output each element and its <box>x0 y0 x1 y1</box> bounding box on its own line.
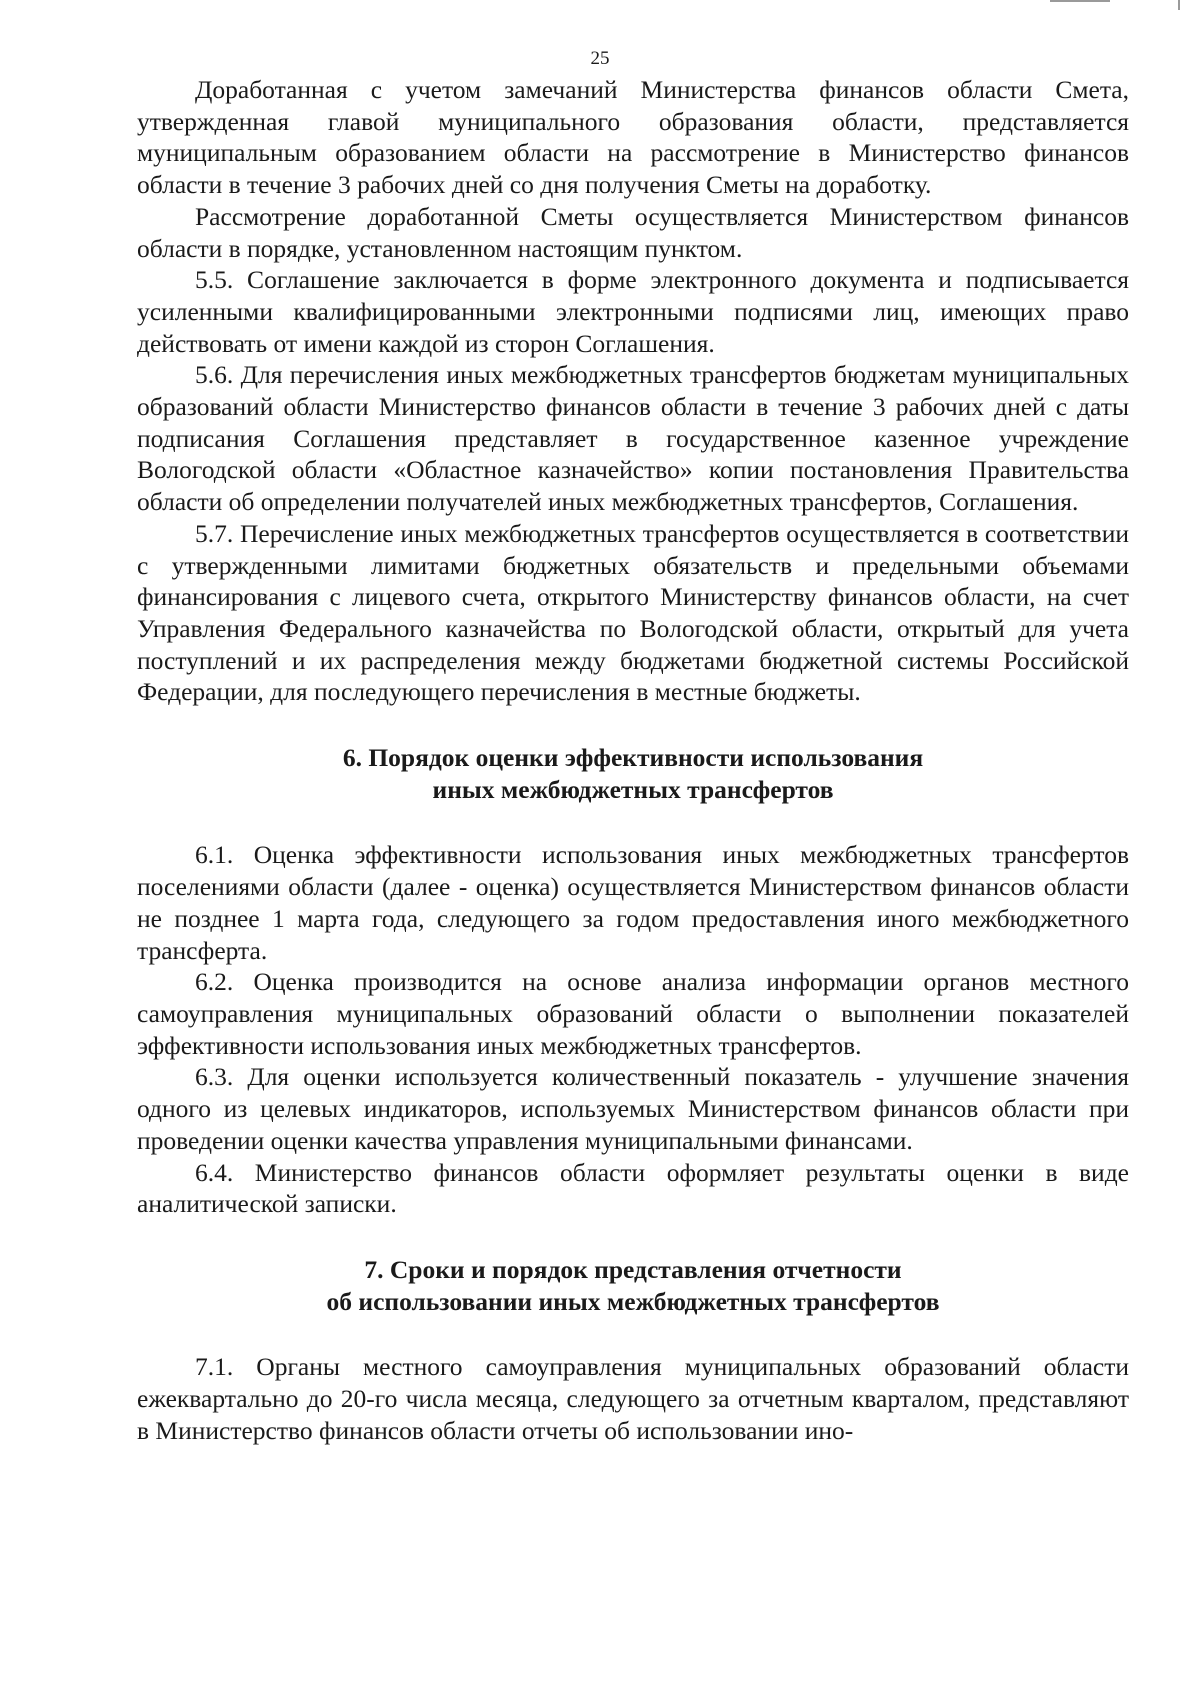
document-body <box>137 74 1129 1446</box>
section-7-heading-line-1: 7. Сроки и порядок представления отчетности <box>364 1254 902 1284</box>
paragraph-5-5: 5.5. Соглашение заключается в форме электронного документа и подписывается усиленными квалифицированными электронными подписями лиц, имеющих право действовать от имени каждой из сторон Соглашения. <box>137 265 1129 358</box>
section-6-heading <box>137 742 1129 805</box>
section-7-heading <box>137 1254 1129 1317</box>
paragraph-revised-estimate: Доработанная с учетом замечаний Министерства финансов области Смета, утвержденная главой муниципального образования области, представляется муниципальным образованием области на рассмотрение в Министерство финансов области в течение 3 рабочих дней со дня получения Сметы на доработку. <box>137 75 1129 200</box>
paragraph-6-3: 6.3. Для оценки используется количественный показатель - улучшение значения одного из целевых индикаторов, используемых Министерством финансов области при проведении оценки качества управления муниципальными финансами. <box>137 1062 1129 1155</box>
section-6-heading-line-2: иных межбюджетных трансфертов <box>432 774 834 804</box>
paragraph-6-4: 6.4. Министерство финансов области оформляет результаты оценки в виде аналитической записки. <box>137 1157 1129 1219</box>
section-6-heading-line-1: 6. Порядок оценки эффективности использования <box>342 743 924 773</box>
paragraph-5-6: 5.6. Для перечисления иных межбюджетных трансфертов бюджетам муниципальных образований области Министерство финансов области в течение 3 рабочих дней с даты подписания Соглашения представляет в государственное казенное учреждение Вологодской области «Областное казначейство» копии постановления Правительства области об определении получателей иных межбюджетных трансфертов, Соглашения. <box>137 360 1129 517</box>
section-7-heading-line-2: об использовании иных межбюджетных трансфертов <box>326 1286 940 1316</box>
paragraph-7-1: 7.1. Органы местного самоуправления муниципальных образований области ежеквартально до 20-го числа месяца, следующего за отчетным кварталом, представляют в Министерство финансов области отчеты об использовании ино- <box>137 1352 1129 1445</box>
paragraph-6-2: 6.2. Оценка производится на основе анализа информации органов местного самоуправления муниципальных образований области о выполнении показателей эффективности использования иных межбюджетных трансфертов. <box>137 967 1129 1060</box>
page-number: 25 <box>590 48 610 69</box>
paragraph-estimate-review: Рассмотрение доработанной Сметы осуществляется Министерством финансов области в порядке, установленном настоящим пунктом. <box>137 201 1129 263</box>
paragraph-5-7: 5.7. Перечисление иных межбюджетных трансфертов осуществляется в соответствии с утвержденными лимитами бюджетных обязательств и предельными объемами финансирования с лицевого счета, открытого Министерству финансов области, на счет Управления Федерального казначейства по Вологодской области, открытый для учета поступлений и их распределения между бюджетами бюджетной системы Российской Федерации, для последующего перечисления в местные бюджеты. <box>137 518 1129 707</box>
scan-artifact-line <box>1050 0 1110 2</box>
paragraph-6-1: 6.1. Оценка эффективности использования иных межбюджетных трансфертов поселениями области (далее - оценка) осуществляется Министерством финансов области не позднее 1 марта года, следующего за годом предоставления иного межбюджетного трансферта. <box>137 840 1129 965</box>
scan-artifact-tick <box>1178 0 1180 10</box>
